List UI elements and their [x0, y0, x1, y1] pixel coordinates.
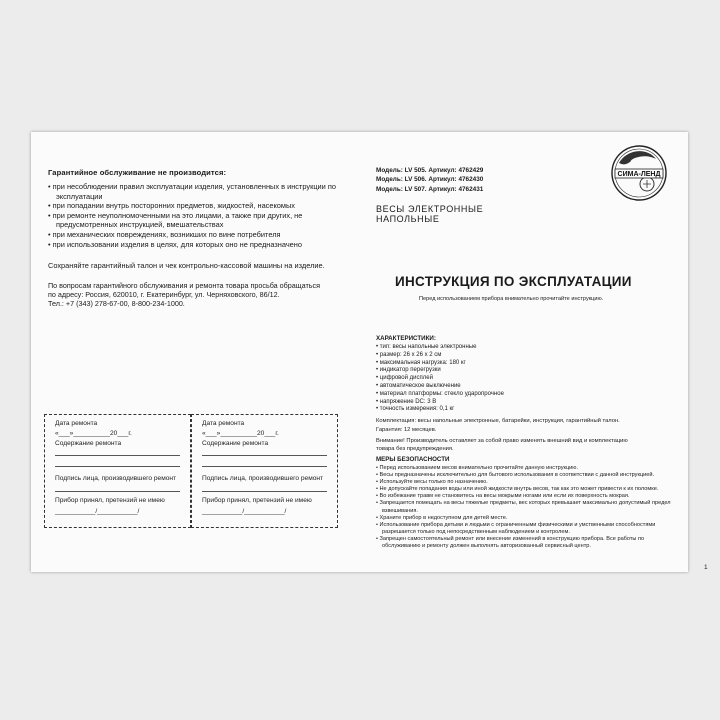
- list-item: • при ремонте неуполномоченными на это лицами, а также при других, не предусмотренных инструкцией, вмешательствах: [48, 211, 353, 230]
- date-field: «___»__________20___г.: [55, 430, 132, 437]
- list-item: • Запрещается помещать на весы тяжелые предметы, вес которых превышает максимально допустимый предел взвешивания.: [376, 500, 676, 514]
- list-item: • индикатор перегрузки: [376, 367, 536, 375]
- service-line: Тел.: +7 (343) 278-67-00, 8-800-234-1000.: [48, 299, 185, 308]
- list-item: • Весы предназначены исключительно для бытового использования в соответствии с данной инструкцией.: [376, 472, 676, 479]
- keep-receipt-note: Сохраняйте гарантийный талон и чек контрольно-кассовой машины на изделие.: [48, 261, 325, 270]
- service-contact: [48, 281, 353, 308]
- instruction-sheet: [31, 132, 708, 572]
- list-item: • при механических повреждениях, возникших по вине потребителя: [48, 230, 353, 240]
- model-line: Модель: LV 506. Артикул: 4762430: [376, 176, 484, 184]
- sign-line: ___________/___________/: [55, 508, 140, 515]
- characteristics-list: [376, 344, 536, 414]
- brand-logo: [609, 143, 669, 203]
- safety-title: МЕРЫ БЕЗОПАСНОСТИ: [376, 456, 450, 463]
- list-item: • цифровой дисплей: [376, 375, 536, 383]
- characteristics-title: ХАРАКТЕРИСТИКИ:: [376, 335, 436, 342]
- repair-content-label: Содержание ремонта: [202, 440, 269, 447]
- signature-label: Подпись лица, производившего ремонт: [202, 475, 324, 482]
- signature-label: Подпись лица, производившего ремонт: [55, 475, 177, 482]
- repair-coupon: [191, 414, 338, 528]
- fill-line: [55, 455, 180, 456]
- list-item: • напряжение DC: 3 В: [376, 399, 536, 407]
- repair-content-label: Содержание ремонта: [55, 440, 122, 447]
- list-item: • материал платформы: стекло ударопрочное: [376, 391, 536, 399]
- list-item: • размер: 26 х 26 х 2 см: [376, 352, 536, 360]
- fill-line: [202, 466, 327, 467]
- fill-line: [202, 491, 327, 492]
- list-item: • тип: весы напольные электронные: [376, 344, 536, 352]
- page-title: ИНСТРУКЦИЯ ПО ЭКСПЛУАТАЦИИ: [395, 274, 632, 289]
- fill-line: [55, 466, 180, 467]
- product-name: [376, 204, 483, 224]
- list-item: • Перед использованием весов внимательно прочитайте данную инструкцию.: [376, 465, 676, 472]
- manufacturer-notice: [376, 438, 671, 453]
- warranty-exclusions-list: [48, 182, 353, 249]
- model-line: Модель: LV 507. Артикул: 4762431: [376, 185, 484, 193]
- product-line: НАПОЛЬНЫЕ: [376, 214, 440, 224]
- accepted-label: Прибор принял, претензий не имею: [55, 497, 165, 504]
- product-line: ВЕСЫ ЭЛЕКТРОННЫЕ: [376, 204, 484, 214]
- list-item: • точность измерения: 0,1 кг: [376, 406, 536, 414]
- date-field: «___»__________20___г.: [202, 430, 279, 437]
- fill-line: [55, 491, 180, 492]
- page-subtitle: Перед использованием прибора внимательно прочитайте инструкцию.: [419, 296, 604, 302]
- list-item: • Использование прибора детьми и людьми с ограниченными физическими и умственными способностями разрешается только под непосредственным наблюдением и контролем.: [376, 522, 676, 536]
- model-line: Модель: LV 505. Артикул: 4762429: [376, 167, 484, 174]
- repair-date-label: Дата ремонта: [55, 420, 98, 427]
- list-item: • автоматическое выключение: [376, 383, 536, 391]
- warranty-exclusions-title: Гарантийное обслуживание не производится:: [48, 168, 227, 177]
- accepted-label: Прибор принял, претензий не имею: [202, 497, 312, 504]
- fill-line: [202, 455, 327, 456]
- kit-contents: Комплектация: весы напольные электронные, батарейки, инструкция, гарантийный талон.: [376, 418, 620, 424]
- list-item: • при попадании внутрь посторонних предметов, жидкостей, насекомых: [48, 201, 353, 211]
- sign-line: ___________/___________/: [202, 508, 287, 515]
- service-line: По вопросам гарантийного обслуживания и ремонта товара просьба обращаться: [48, 281, 321, 290]
- list-item: • Запрещен самостоятельный ремонт или внесение изменений в конструкцию прибора. Все работы по обслуживанию и ремонту должен выполнять авторизованный сервисный центр.: [376, 536, 676, 550]
- list-item: • при несоблюдении правил эксплуатации изделия, установленных в инструкции по эксплуатации: [48, 182, 353, 201]
- repair-coupon: [44, 414, 191, 528]
- safety-list: [376, 465, 676, 550]
- list-item: • Используйте весы только по назначению.: [376, 479, 676, 486]
- list-item: • Не допускайте попадания воды или иной жидкости внутрь весов, так как это может привести к их поломке.: [376, 486, 676, 493]
- brand-name: СИМА-ЛЕНД: [617, 171, 661, 179]
- list-item: • при использовании изделия в целях, для которых оно не предназначено: [48, 240, 353, 250]
- service-line: по адресу: Россия, 620010, г. Екатеринбург, ул. Черняховского, 86/12.: [48, 290, 280, 299]
- warranty-period: Гарантия: 12 месяцев.: [376, 427, 437, 433]
- notice-line: товара без предупреждения.: [376, 445, 454, 452]
- list-item: • Во избежание травм не становитесь на весы мокрыми ногами или если их поверхность мокрая.: [376, 493, 676, 500]
- repair-date-label: Дата ремонта: [202, 420, 245, 427]
- list-item: • максимальная нагрузка: 180 кг: [376, 360, 536, 368]
- list-item: • Храните прибор в недоступном для детей месте.: [376, 515, 676, 522]
- page-number: 1: [704, 564, 708, 571]
- model-list: [376, 166, 483, 194]
- notice-line: Внимание! Производитель оставляет за собой право изменять внешний вид и комплектацию: [376, 438, 628, 444]
